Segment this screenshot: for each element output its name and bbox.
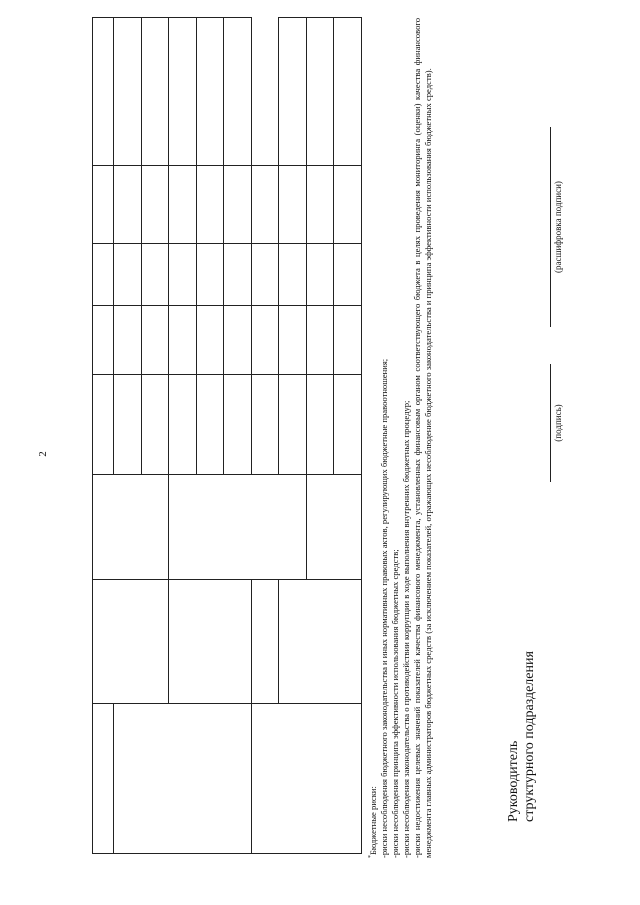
signature-decode-line xyxy=(550,127,551,327)
table-cell xyxy=(114,306,142,375)
table-cell xyxy=(196,244,224,306)
budget-risks-notes xyxy=(366,18,434,858)
table-cell xyxy=(93,375,114,475)
table-cell xyxy=(93,18,114,166)
risk-item: -риски недостижения целевых значений показателей качества финансового менеджмента, установленных финансовым органом соответствующего бюджета в целях проведения мониторинга (оценки) качества финансового менеджмента главных администраторов бюджетных средств (за исключением показателей, отражающих несоблюдение бюджетного законодательства и принципа эффективности использования бюджетных средств). xyxy=(411,18,433,858)
table-cell xyxy=(169,166,197,244)
table-cell xyxy=(114,18,142,166)
table-cell xyxy=(93,704,114,854)
table-cell xyxy=(279,18,307,166)
table-cell xyxy=(169,244,197,306)
table-cell xyxy=(306,475,361,580)
signature-line xyxy=(550,364,551,482)
table-cell xyxy=(251,244,279,306)
table-cell xyxy=(93,244,114,306)
table-cell xyxy=(196,375,224,475)
table-cell xyxy=(279,244,307,306)
table-cell xyxy=(114,166,142,244)
table-cell xyxy=(196,18,224,166)
table-cell xyxy=(224,166,252,244)
table-cell xyxy=(141,375,169,475)
table-cell xyxy=(169,18,197,166)
table-cell xyxy=(93,166,114,244)
table-cell xyxy=(279,306,307,375)
table-cell xyxy=(114,244,142,306)
table-cell xyxy=(224,244,252,306)
table-cell xyxy=(114,375,142,475)
table-cell xyxy=(141,166,169,244)
table-row xyxy=(93,18,114,854)
table-row xyxy=(251,18,279,854)
table-cell xyxy=(251,580,279,704)
table-cell xyxy=(306,306,334,375)
signature-title: Руководитель структурного подразделения xyxy=(506,651,537,822)
table-cell xyxy=(334,306,362,375)
table-cell xyxy=(251,375,279,475)
table-cell xyxy=(224,18,252,166)
table-cell xyxy=(224,306,252,375)
table-cell xyxy=(196,306,224,375)
risk-item: -риски несоблюдения бюджетного законодательства и иных нормативных правовых актов, регулирующих бюджетные правоотношения; xyxy=(378,358,389,858)
table-cell xyxy=(141,18,169,166)
signature-caption: (подпись) xyxy=(553,404,563,442)
table-cell xyxy=(141,306,169,375)
table-row xyxy=(114,18,142,854)
table-cell xyxy=(224,375,252,475)
page-number: 2 xyxy=(36,451,49,457)
footnote-marker: * xyxy=(368,855,374,858)
table-cell xyxy=(114,704,252,854)
risk-item: -риски несоблюдения законодательства о противодействии коррупции в ходе выполнения внутренних бюджетных процедур; xyxy=(400,400,411,858)
table-cell xyxy=(141,244,169,306)
table-cell xyxy=(251,704,361,854)
table-cell xyxy=(93,475,169,580)
notes-heading: *Бюджетные риски: xyxy=(367,786,378,858)
rotated-page-content xyxy=(80,18,640,882)
table-cell xyxy=(196,166,224,244)
table-cell xyxy=(306,244,334,306)
table-cell xyxy=(306,375,334,475)
table-cell xyxy=(169,475,307,580)
table-cell xyxy=(334,166,362,244)
table-cell xyxy=(279,375,307,475)
table-cell xyxy=(306,18,334,166)
table-cell xyxy=(169,375,197,475)
table-cell xyxy=(279,580,362,704)
table-cell xyxy=(334,244,362,306)
table-cell xyxy=(279,166,307,244)
risk-table xyxy=(92,17,362,854)
table-cell xyxy=(306,166,334,244)
risk-item: -риски несоблюдения принципа эффективности использования бюджетных средств; xyxy=(389,549,400,858)
table-cell xyxy=(169,580,252,704)
table-cell xyxy=(334,375,362,475)
signature-decode-caption: (расшифровка подписи) xyxy=(553,181,563,273)
table-cell xyxy=(169,306,197,375)
table-cell xyxy=(334,18,362,166)
table-cell xyxy=(93,580,169,704)
table-cell xyxy=(93,306,114,375)
table-cell xyxy=(251,306,279,375)
table-cell xyxy=(251,166,279,244)
